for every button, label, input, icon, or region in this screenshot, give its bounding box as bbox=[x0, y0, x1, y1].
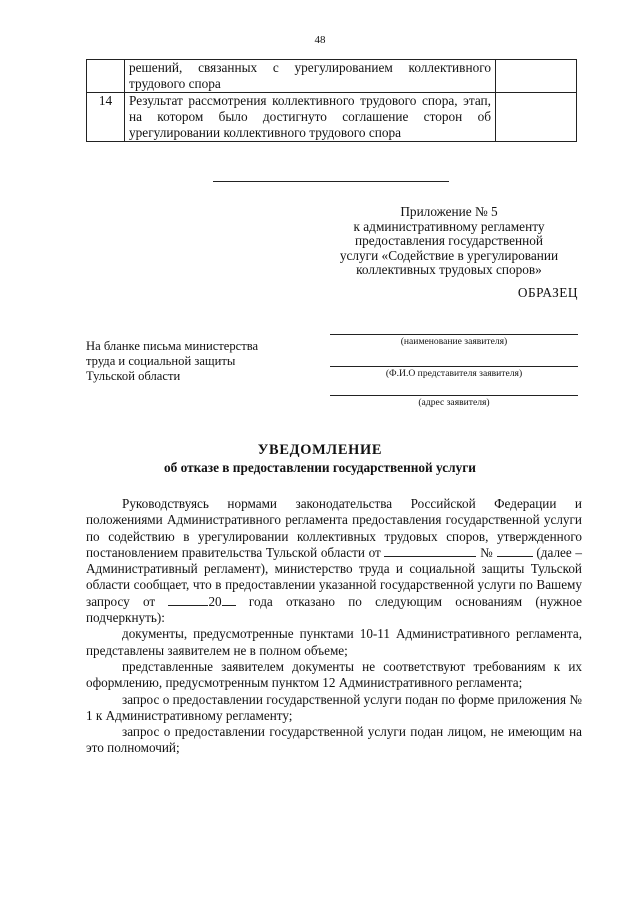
paragraph bbox=[86, 496, 582, 626]
year-prefix: 20 bbox=[208, 593, 222, 609]
appendix-header bbox=[318, 205, 580, 278]
date-blank bbox=[384, 545, 476, 557]
field-caption: (Ф.И.О представителя заявителя) bbox=[385, 368, 523, 379]
document-heading bbox=[0, 442, 640, 476]
document-body bbox=[86, 496, 582, 757]
letterhead-line: труда и социальной защиты bbox=[86, 354, 236, 368]
letterhead-line: Тульской области bbox=[86, 369, 181, 383]
letterhead-line: На бланке письма министерства bbox=[86, 339, 259, 353]
number-sign: № bbox=[480, 544, 494, 560]
field-caption: (наименование заявителя) bbox=[400, 336, 508, 347]
field-caption: (адрес заявителя) bbox=[418, 397, 490, 408]
paragraph: запрос о предоставлении государственной услуги подан по форме приложения № 1 к Административному регламенту; bbox=[86, 691, 582, 723]
paragraph-text: (далее – Административный регламент), министерство труда и социальной защиты Тульской области сообщает, что в предоставлении указанной государственной услуги по Вашему запросу от bbox=[86, 544, 583, 609]
row-extra bbox=[496, 60, 577, 93]
appendix-line: к административному регламенту bbox=[353, 218, 545, 234]
year-blank bbox=[222, 594, 236, 606]
paragraph: представленные заявителем документы не соответствуют требованиям к их оформлению, предусмотренным пунктом 12 Административного регламента; bbox=[86, 658, 582, 691]
paragraph-text: года отказано по следующим основаниям (нужное подчеркнуть): bbox=[86, 593, 583, 626]
row-number bbox=[87, 60, 125, 93]
row-text: Результат рассмотрения коллективного трудового спора, этап, на котором было достигнуто соглашение сторон об урегулировании коллективного трудового спора bbox=[125, 93, 496, 142]
paragraph: запрос о предоставлении государственной услуги подан лицом, не имеющим на это полномочий; bbox=[86, 724, 582, 756]
separator-line bbox=[213, 181, 449, 182]
paragraph: документы, предусмотренные пунктами 10-11 Административного регламента, представлены заявителем не в полном объеме; bbox=[86, 626, 582, 658]
paragraph-text: Руководствуясь нормами законодательства Российской Федерации и положениями Административного регламента предоставления государственной услуги по содействию в урегулировании коллективных трудовых споров, утвержденного постановлением правительства Тульской области от bbox=[86, 496, 582, 560]
number-blank bbox=[497, 545, 533, 557]
appendix-line: услуги «Содействие в урегулировании bbox=[339, 247, 559, 263]
appendix-line: коллективных трудовых споров» bbox=[356, 262, 542, 277]
continued-table bbox=[86, 59, 577, 142]
row-number: 14 bbox=[87, 93, 125, 142]
page-number: 48 bbox=[314, 34, 326, 46]
table-row bbox=[87, 60, 577, 93]
applicant-name-field bbox=[330, 334, 578, 348]
row-text: решений, связанных с урегулированием коллективного трудового спора bbox=[125, 60, 496, 93]
appendix-line: предоставления государственной bbox=[354, 233, 544, 248]
document-title: УВЕДОМЛЕНИЕ bbox=[257, 442, 383, 458]
table-row bbox=[87, 93, 577, 142]
letterhead-note bbox=[86, 339, 316, 384]
row-extra bbox=[496, 93, 577, 142]
appendix-line: Приложение № 5 bbox=[400, 204, 498, 219]
sample-label: ОБРАЗЕЦ bbox=[517, 285, 578, 300]
representative-name-field bbox=[330, 366, 578, 380]
document-subtitle: об отказе в предоставлении государственной услуги bbox=[164, 460, 476, 475]
date-blank bbox=[168, 594, 208, 606]
applicant-address-field bbox=[330, 395, 578, 409]
